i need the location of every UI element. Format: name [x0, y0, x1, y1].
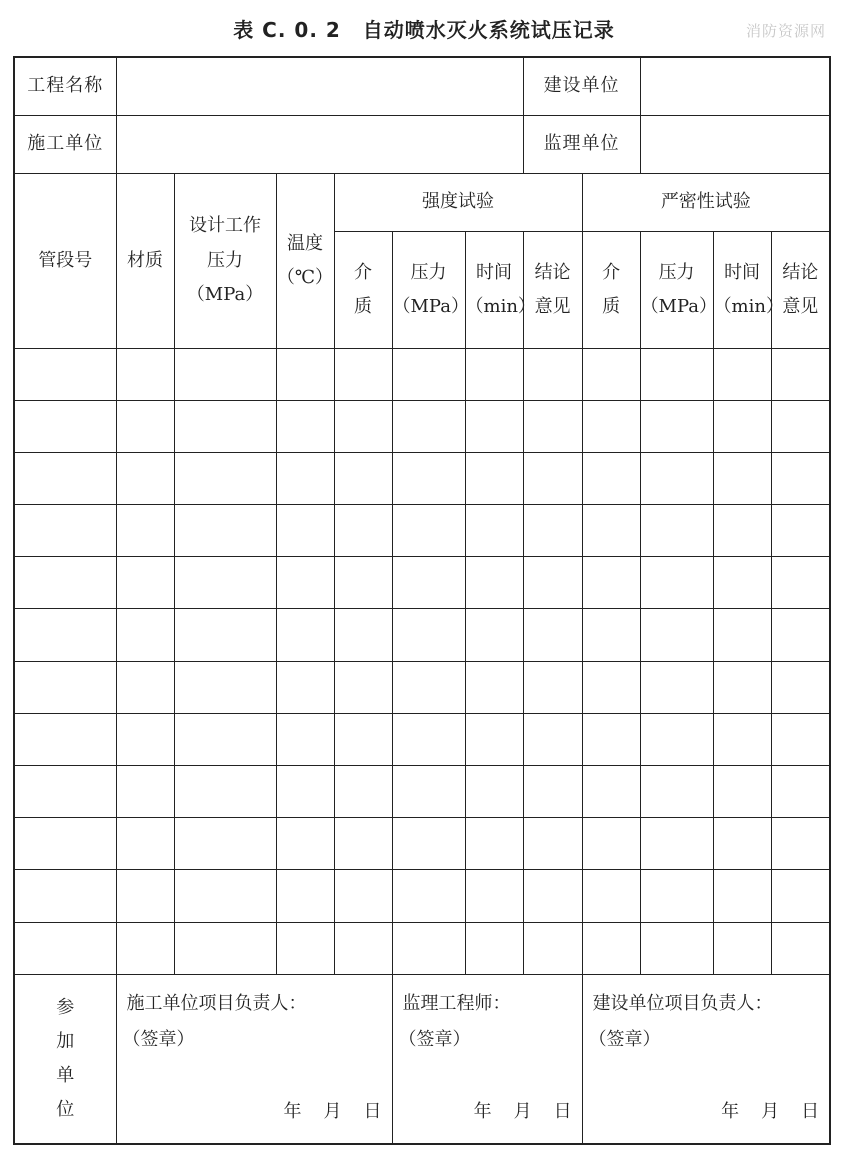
table-cell[interactable] [334, 661, 392, 713]
table-cell[interactable] [276, 505, 334, 557]
table-cell[interactable] [334, 713, 392, 765]
table-cell[interactable] [276, 922, 334, 974]
table-cell[interactable] [116, 870, 174, 922]
table-cell[interactable] [116, 452, 174, 504]
table-cell[interactable] [334, 557, 392, 609]
table-row [14, 400, 830, 452]
table-cell[interactable] [465, 557, 523, 609]
supervisor-label: 监理工程师： [402, 992, 511, 1014]
table-cell[interactable] [276, 870, 334, 922]
table-cell[interactable] [392, 661, 465, 713]
table-cell[interactable] [276, 452, 334, 504]
table-cell[interactable] [523, 348, 582, 400]
table-cell[interactable] [174, 505, 276, 557]
table-cell[interactable] [116, 661, 174, 713]
supervision-unit-label: 监理单位 [523, 115, 640, 173]
table-row [14, 557, 830, 609]
participants-char-2: 加 [56, 1030, 75, 1052]
table-cell[interactable] [334, 505, 392, 557]
table-cell[interactable] [465, 713, 523, 765]
table-row [14, 609, 830, 661]
supervisor-date [452, 1095, 572, 1129]
month-label: 月 [761, 1100, 780, 1122]
table-cell[interactable] [14, 661, 116, 713]
table-cell[interactable] [334, 818, 392, 870]
builder-date [262, 1095, 382, 1129]
table-cell[interactable] [14, 870, 116, 922]
info-row-1 [14, 57, 830, 115]
project-name-label: 工程名称 [14, 57, 116, 115]
header-row-1 [14, 173, 830, 231]
table-row [14, 661, 830, 713]
signature-row [14, 974, 830, 1144]
temperature-header [276, 173, 334, 348]
table-cell[interactable] [582, 505, 640, 557]
table-cell[interactable] [465, 766, 523, 818]
table-cell[interactable] [640, 870, 713, 922]
table-cell[interactable] [713, 609, 771, 661]
table-cell[interactable] [276, 348, 334, 400]
builder-seal-label: （签章） [122, 1028, 195, 1050]
table-cell[interactable] [174, 452, 276, 504]
table-cell[interactable] [276, 661, 334, 713]
table-cell[interactable] [465, 505, 523, 557]
table-cell[interactable] [523, 870, 582, 922]
table-cell[interactable] [392, 922, 465, 974]
table-cell[interactable] [465, 609, 523, 661]
table-cell[interactable] [771, 348, 830, 400]
table-cell[interactable] [771, 766, 830, 818]
table-cell[interactable] [276, 400, 334, 452]
table-cell[interactable] [174, 400, 276, 452]
table-cell[interactable] [771, 505, 830, 557]
table-cell[interactable] [640, 400, 713, 452]
table-cell[interactable] [713, 818, 771, 870]
table-cell[interactable] [174, 557, 276, 609]
pipe-section-header: 管段号 [14, 173, 116, 348]
table-cell[interactable] [14, 766, 116, 818]
strength-medium-header [334, 232, 392, 348]
table-cell[interactable] [334, 766, 392, 818]
table-cell[interactable] [276, 609, 334, 661]
construction-unit-value[interactable] [640, 57, 830, 115]
table-cell[interactable] [174, 870, 276, 922]
table-row [14, 713, 830, 765]
participants-label [14, 974, 116, 1144]
builder-signature-cell[interactable] [116, 974, 392, 1144]
table-cell[interactable] [523, 661, 582, 713]
table-cell[interactable] [14, 452, 116, 504]
table-cell[interactable] [713, 661, 771, 713]
temperature-unit: （℃） [276, 266, 334, 288]
supervision-unit-value[interactable] [640, 115, 830, 173]
medium-line-1: 介 [354, 261, 372, 283]
medium-line-1: 介 [602, 261, 621, 283]
tightness-test-header: 严密性试验 [582, 173, 830, 231]
pressure-unit: （MPa） [392, 295, 469, 317]
table-row [14, 922, 830, 974]
table-row [14, 348, 830, 400]
pressure-test-record-table [13, 56, 831, 1145]
table-cell[interactable] [116, 348, 174, 400]
table-cell[interactable] [392, 766, 465, 818]
table-cell[interactable] [640, 713, 713, 765]
table-cell[interactable] [523, 922, 582, 974]
table-cell[interactable] [116, 713, 174, 765]
owner-signature-cell[interactable] [582, 974, 830, 1144]
table-cell[interactable] [174, 818, 276, 870]
table-cell[interactable] [771, 922, 830, 974]
day-label: 日 [801, 1100, 820, 1122]
table-cell[interactable] [392, 452, 465, 504]
table-cell[interactable] [14, 557, 116, 609]
table-cell[interactable] [116, 922, 174, 974]
table-cell[interactable] [713, 870, 771, 922]
table-row [14, 505, 830, 557]
time-line-1: 时间 [476, 261, 513, 283]
material-header: 材质 [116, 173, 174, 348]
supervisor-seal-label: （签章） [398, 1028, 471, 1050]
table-cell[interactable] [465, 922, 523, 974]
table-cell[interactable] [14, 400, 116, 452]
strength-time-header [465, 232, 536, 348]
table-cell[interactable] [334, 400, 392, 452]
table-cell[interactable] [523, 766, 582, 818]
table-cell[interactable] [392, 818, 465, 870]
design-pressure-line-1: 设计工作 [189, 215, 261, 237]
medium-line-2: 质 [602, 295, 621, 317]
table-cell[interactable] [523, 557, 582, 609]
table-cell[interactable] [582, 713, 640, 765]
table-cell[interactable] [771, 609, 830, 661]
year-label: 年 [473, 1100, 492, 1122]
year-label: 年 [721, 1100, 740, 1122]
temperature-label: 温度 [287, 232, 323, 254]
table-cell[interactable] [465, 661, 523, 713]
table-cell[interactable] [771, 452, 830, 504]
participants-char-1: 参 [56, 996, 75, 1018]
table-cell[interactable] [582, 922, 640, 974]
pressure-line-1: 压力 [658, 261, 695, 283]
table-cell[interactable] [771, 713, 830, 765]
table-cell[interactable] [276, 713, 334, 765]
table-cell[interactable] [334, 348, 392, 400]
table-cell[interactable] [582, 348, 640, 400]
table-cell[interactable] [523, 818, 582, 870]
table-cell[interactable] [582, 870, 640, 922]
table-row [14, 452, 830, 504]
table-cell[interactable] [582, 557, 640, 609]
table-cell[interactable] [276, 766, 334, 818]
builder-value[interactable] [116, 115, 523, 173]
table-cell[interactable] [276, 818, 334, 870]
table-cell[interactable] [640, 452, 713, 504]
watermark: 消防资源网 [745, 22, 826, 40]
participants-char-3: 单 [56, 1064, 75, 1086]
table-cell[interactable] [523, 452, 582, 504]
table-cell[interactable] [116, 818, 174, 870]
participants-char-4: 位 [56, 1099, 75, 1121]
table-cell[interactable] [392, 348, 465, 400]
owner-manager-label: 建设单位项目负责人： [592, 992, 773, 1014]
table-cell[interactable] [14, 505, 116, 557]
table-cell[interactable] [713, 452, 771, 504]
table-cell[interactable] [771, 661, 830, 713]
table-cell[interactable] [771, 818, 830, 870]
month-label: 月 [323, 1100, 342, 1122]
time-line-1: 时间 [724, 261, 761, 283]
builder-manager-label: 施工单位项目负责人： [126, 992, 307, 1014]
table-cell[interactable] [392, 713, 465, 765]
table-cell[interactable] [334, 609, 392, 661]
table-cell[interactable] [771, 557, 830, 609]
table-cell[interactable] [640, 818, 713, 870]
table-cell[interactable] [582, 818, 640, 870]
table-cell[interactable] [771, 870, 830, 922]
tightness-conclusion-header [771, 232, 830, 348]
table-cell[interactable] [640, 609, 713, 661]
tightness-time-header [713, 232, 784, 348]
tightness-medium-header [582, 232, 640, 348]
table-cell[interactable] [713, 557, 771, 609]
table-name: 自动喷水灭火系统试压记录 [362, 18, 615, 42]
design-pressure-header [174, 173, 276, 348]
table-cell[interactable] [334, 922, 392, 974]
conclusion-line-2: 意见 [782, 295, 819, 317]
document-title [0, 14, 848, 43]
table-cell[interactable] [392, 557, 465, 609]
table-cell[interactable] [713, 348, 771, 400]
table-row [14, 870, 830, 922]
design-pressure-unit: （MPa） [186, 283, 264, 305]
design-pressure-line-2: 压力 [207, 249, 243, 271]
table-cell[interactable] [640, 348, 713, 400]
table-cell[interactable] [713, 505, 771, 557]
table-cell[interactable] [465, 870, 523, 922]
info-row-2 [14, 115, 830, 173]
table-cell[interactable] [334, 452, 392, 504]
table-cell[interactable] [640, 661, 713, 713]
table-cell[interactable] [582, 400, 640, 452]
owner-date [699, 1095, 819, 1129]
table-cell[interactable] [174, 713, 276, 765]
table-cell[interactable] [640, 922, 713, 974]
table-cell[interactable] [523, 400, 582, 452]
strength-conclusion-header [523, 232, 582, 348]
table-cell[interactable] [640, 557, 713, 609]
construction-unit-label: 建设单位 [523, 57, 640, 115]
table-cell[interactable] [523, 609, 582, 661]
table-cell[interactable] [392, 609, 465, 661]
month-label: 月 [513, 1100, 532, 1122]
time-unit: （min） [713, 295, 784, 317]
owner-seal-label: （签章） [588, 1028, 661, 1050]
table-cell[interactable] [14, 348, 116, 400]
table-cell[interactable] [582, 452, 640, 504]
table-cell[interactable] [523, 713, 582, 765]
table-cell[interactable] [771, 400, 830, 452]
conclusion-line-1: 结论 [534, 261, 571, 283]
table-cell[interactable] [116, 557, 174, 609]
table-cell[interactable] [14, 713, 116, 765]
table-cell[interactable] [116, 505, 174, 557]
table-cell[interactable] [392, 400, 465, 452]
time-unit: （min） [465, 295, 536, 317]
table-cell[interactable] [582, 661, 640, 713]
table-cell[interactable] [174, 348, 276, 400]
table-cell[interactable] [582, 766, 640, 818]
pressure-unit: （MPa） [640, 295, 718, 317]
table-cell[interactable] [640, 505, 713, 557]
table-cell[interactable] [465, 452, 523, 504]
table-cell[interactable] [14, 922, 116, 974]
tightness-pressure-header [640, 232, 718, 348]
table-cell[interactable] [276, 557, 334, 609]
table-cell[interactable] [392, 870, 465, 922]
table-cell[interactable] [582, 609, 640, 661]
day-label: 日 [363, 1100, 382, 1122]
table-cell[interactable] [713, 766, 771, 818]
table-cell[interactable] [640, 766, 713, 818]
table-cell[interactable] [465, 348, 523, 400]
table-cell[interactable] [174, 922, 276, 974]
day-label: 日 [553, 1100, 572, 1122]
strength-pressure-header [392, 232, 469, 348]
table-code: 表 C. 0. 2 [233, 18, 341, 42]
medium-line-2: 质 [354, 295, 372, 317]
conclusion-line-2: 意见 [534, 295, 571, 317]
table-cell[interactable] [392, 505, 465, 557]
table-cell[interactable] [465, 400, 523, 452]
pressure-line-1: 压力 [410, 261, 447, 283]
table-cell[interactable] [174, 609, 276, 661]
table-cell[interactable] [14, 818, 116, 870]
year-label: 年 [283, 1100, 302, 1122]
table-cell[interactable] [523, 505, 582, 557]
table-cell[interactable] [14, 609, 116, 661]
table-cell[interactable] [174, 766, 276, 818]
builder-label: 施工单位 [14, 115, 116, 173]
table-row [14, 766, 830, 818]
table-cell[interactable] [713, 713, 771, 765]
table-cell[interactable] [465, 818, 523, 870]
table-cell[interactable] [334, 870, 392, 922]
table-cell[interactable] [713, 400, 771, 452]
supervisor-signature-cell[interactable] [392, 974, 582, 1144]
conclusion-line-1: 结论 [782, 261, 819, 283]
table-cell[interactable] [116, 609, 174, 661]
project-name-value[interactable] [116, 57, 523, 115]
table-cell[interactable] [116, 766, 174, 818]
table-cell[interactable] [713, 922, 771, 974]
strength-test-header: 强度试验 [334, 173, 582, 231]
table-cell[interactable] [116, 400, 174, 452]
table-cell[interactable] [174, 661, 276, 713]
table-row [14, 818, 830, 870]
